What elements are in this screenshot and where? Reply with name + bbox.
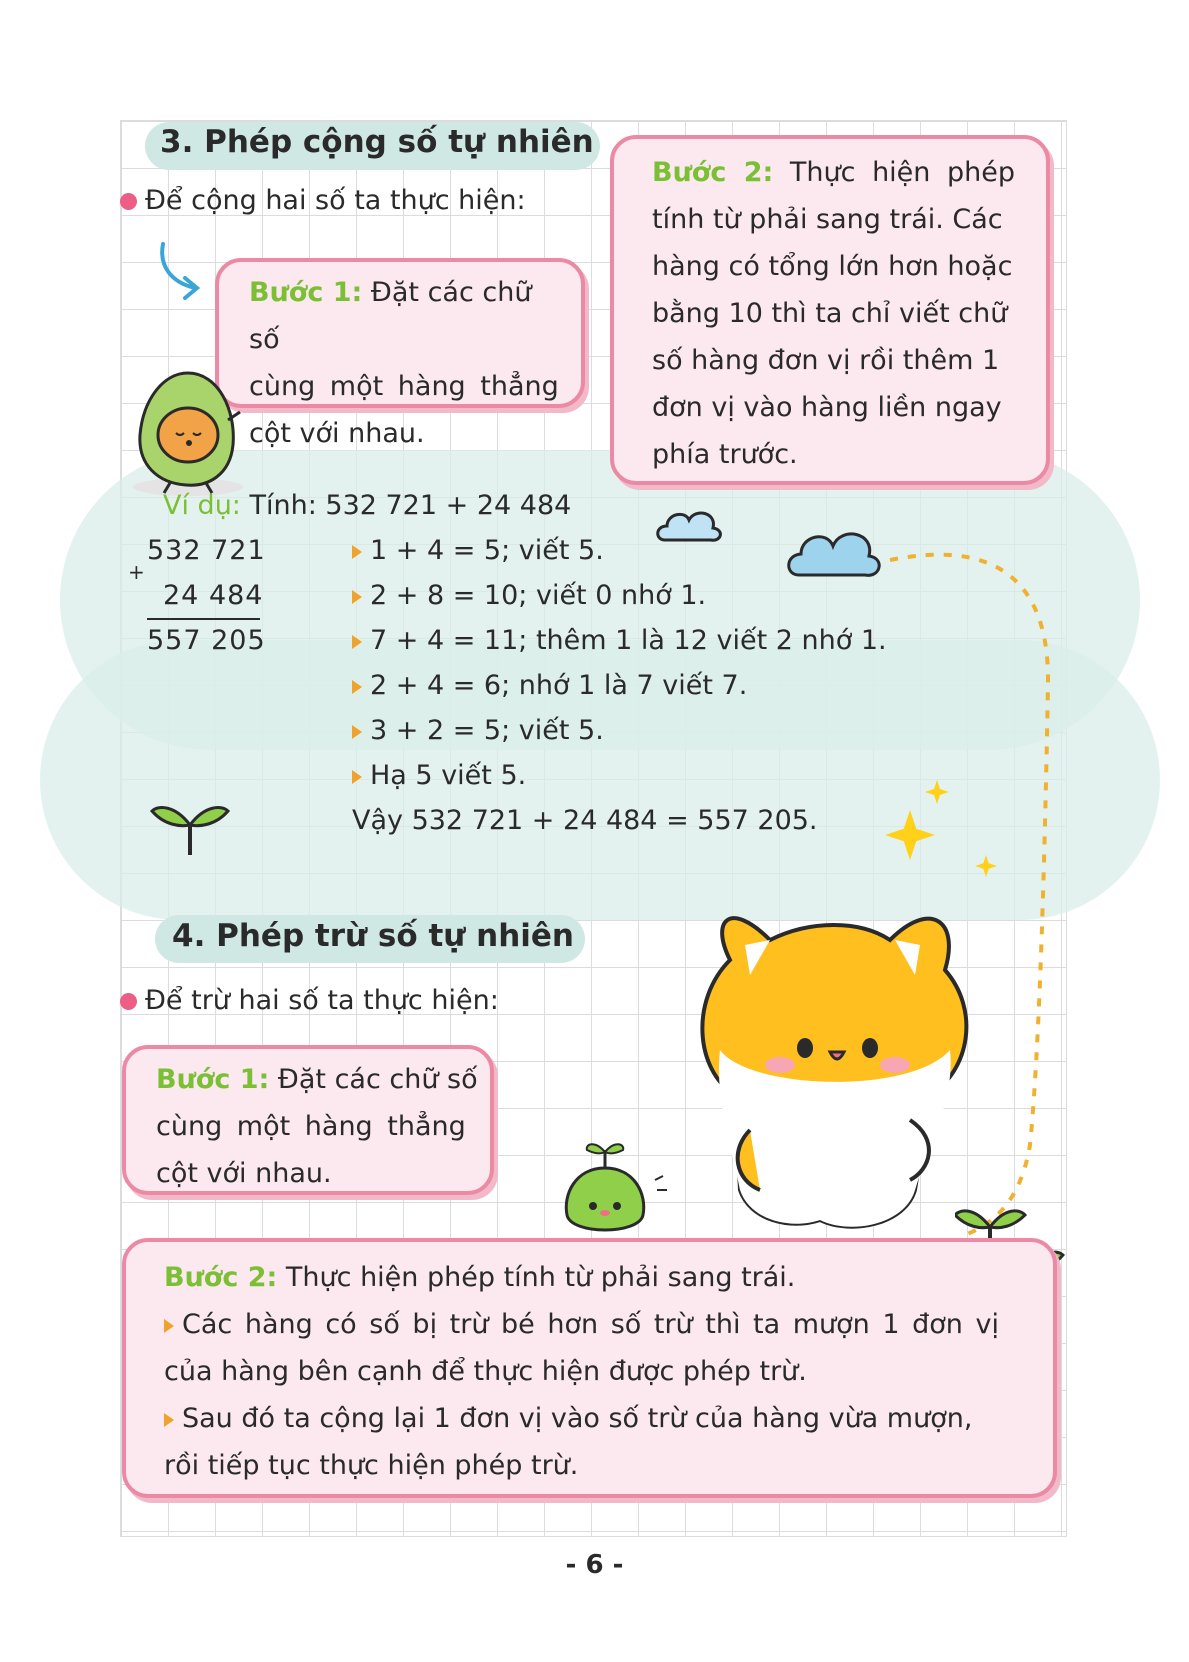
triangle-bullet-icon <box>352 590 362 604</box>
triangle-bullet-icon <box>352 545 362 559</box>
step2-line: số hàng đơn vị rồi thêm 1 <box>652 345 1000 376</box>
step2-line: bằng 10 thì ta chỉ viết chữ <box>652 298 1008 329</box>
step2-line: của hàng bên cạnh để thực hiện được phép trừ. <box>164 1356 807 1387</box>
step1-line: cùng một hàng thẳng <box>156 1111 466 1142</box>
bullet-dot-icon <box>120 993 137 1010</box>
step1-line: cột với nhau. <box>156 1158 332 1189</box>
triangle-bullet-icon <box>352 725 362 739</box>
example-step: Hạ 5 viết 5. <box>352 760 526 791</box>
section4-title: 4. Phép trừ số tự nhiên <box>172 918 574 954</box>
example-step: 2 + 4 = 6; nhớ 1 là 7 viết 7. <box>352 670 747 701</box>
step2-bullet: Các hàng có số bị trừ bé hơn số trừ thì ta mượn 1 đơn vị <box>164 1301 1023 1348</box>
page-number: - 6 - <box>565 1550 624 1580</box>
operand-1: 532 721 <box>147 535 266 566</box>
step1-line: Bước 1: Đặt các chữ số <box>156 1064 478 1095</box>
section4-step1-card <box>122 1045 494 1195</box>
step2-line: rồi tiếp tục thực hiện phép trừ. <box>164 1450 579 1481</box>
step1-line: cùng một hàng thẳng <box>249 371 559 402</box>
sparkle-icon <box>885 810 935 860</box>
arrow-icon <box>155 240 210 305</box>
section4-step2-card <box>122 1238 1057 1498</box>
sparkle-icon <box>925 780 949 804</box>
green-blob-mascot-icon <box>555 1140 675 1240</box>
triangle-bullet-icon <box>352 770 362 784</box>
section3-step2-card <box>610 135 1050 485</box>
example-step: 1 + 4 = 5; viết 5. <box>352 535 604 566</box>
step2-line: tính từ phải sang trái. Các <box>652 204 1003 235</box>
triangle-bullet-icon <box>352 635 362 649</box>
sprout-icon <box>150 795 230 860</box>
step1-line: Bước 1: Đặt các chữ số <box>249 277 532 355</box>
triangle-bullet-icon <box>352 680 362 694</box>
cat-mascot-icon <box>690 900 980 1240</box>
example-step: 2 + 8 = 10; viết 0 nhớ 1. <box>352 580 706 611</box>
section3-title: 3. Phép cộng số tự nhiên <box>160 124 594 160</box>
step2-line: đơn vị vào hàng liền ngay <box>652 392 1002 423</box>
section3-intro: Để cộng hai số ta thực hiện: <box>120 185 526 216</box>
example-heading: Ví dụ: Tính: 532 721 + 24 484 <box>163 490 572 521</box>
triangle-bullet-icon <box>164 1319 174 1333</box>
sum-result: 557 205 <box>147 625 266 656</box>
plus-sign: + <box>128 560 146 584</box>
section3-step1-card <box>215 258 585 449</box>
step2-line: Bước 2: Thực hiện phép tính từ phải sang trái. <box>164 1262 796 1293</box>
step2-line: hàng có tổng lớn hơn hoặc <box>652 251 1013 282</box>
section4-intro: Để trừ hai số ta thực hiện: <box>120 985 499 1016</box>
cloud-icon <box>655 502 725 547</box>
step2-line: phía trước. <box>652 439 798 470</box>
avocado-mascot-icon <box>118 365 258 500</box>
step2-bullet: Sau đó ta cộng lại 1 đơn vị vào số trừ của hàng vừa mượn, <box>164 1395 1023 1442</box>
sparkle-icon <box>975 855 997 877</box>
example-conclusion: Vậy 532 721 + 24 484 = 557 205. <box>352 805 818 836</box>
step2-line: Bước 2: Thực hiện phép <box>652 157 1015 188</box>
bullet-dot-icon <box>120 193 137 210</box>
sum-line <box>147 618 260 620</box>
step1-line: cột với nhau. <box>249 418 425 449</box>
triangle-bullet-icon <box>164 1413 174 1427</box>
example-step: 7 + 4 = 11; thêm 1 là 12 viết 2 nhớ 1. <box>352 625 887 656</box>
operand-2: 24 484 <box>163 580 264 611</box>
example-step: 3 + 2 = 5; viết 5. <box>352 715 604 746</box>
